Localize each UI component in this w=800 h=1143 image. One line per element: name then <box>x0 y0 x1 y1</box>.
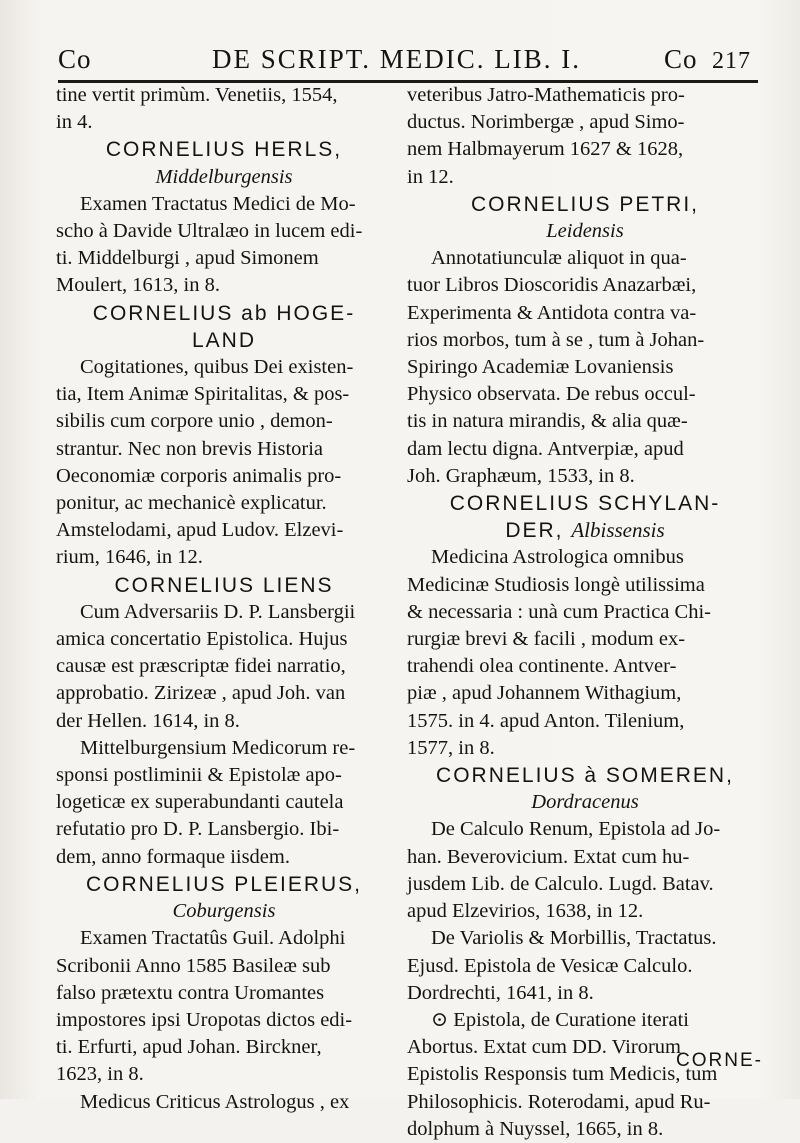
text-line: dem, anno formaque iisdem. <box>56 845 290 868</box>
text-line: ti. Erfurti, apud Johan. Birckner, <box>56 1036 322 1059</box>
text-line: tia, Item Animæ Spiritalitas, & pos- <box>56 383 350 406</box>
text-line: approbatio. Zirizeæ , apud Joh. van <box>56 682 346 705</box>
text-line: Cogitationes, quibus Dei existen- <box>80 356 354 379</box>
text-line: Moulert, 1613, in 8. <box>56 274 220 297</box>
text-line: Medicina Astrologica omnibus <box>431 546 684 569</box>
author-name: CORNELIUS SCHYLAN- <box>449 492 721 516</box>
text-line: refutatio pro D. P. Lansbergio. Ibi- <box>56 818 340 841</box>
entry-paragraph <box>407 1007 763 1143</box>
text-line: tis in natura mirandis, & alia quæ- <box>407 410 688 433</box>
text-line: Mittelburgensium Medicorum re- <box>80 736 356 759</box>
running-header <box>52 44 762 84</box>
entry-paragraph <box>407 544 763 762</box>
header-title: DE SCRIPT. MEDIC. LIB. I. <box>212 44 582 74</box>
text-line: sponsi postliminii & Epistolæ apo- <box>56 764 342 787</box>
text-line: Annotatiunculæ aliquot in qua- <box>431 247 687 270</box>
text-line: in 12. <box>407 165 454 188</box>
author-name: CORNELIUS HERLS, <box>105 138 343 162</box>
entry-paragraph <box>407 816 763 925</box>
text-line: causæ est præscriptæ fidei narratio, <box>56 655 346 678</box>
text-line: Medicinæ Studiosis longè utilissima <box>407 573 705 596</box>
text-line: Ejusd. Epistola de Vesicæ Calculo. <box>407 954 693 977</box>
text-line: Examen Tractatûs Guil. Adolphi <box>80 927 346 950</box>
author-name: CORNELIUS à SOMEREN, <box>436 764 734 788</box>
text-line: rurgiæ brevi & facili , modum ex- <box>407 628 686 651</box>
text-line: trahendi olea continente. Antver- <box>407 655 677 678</box>
text-line: Philosophicis. Roterodami, apud Ru- <box>407 1090 711 1113</box>
text-line: amica concertatio Epistolica. Hujus <box>56 628 348 651</box>
text-line: tine vertit primùm. Venetiis, 1554, <box>56 84 338 106</box>
header-left-catchword: Co <box>58 44 92 74</box>
text-line: Oeconomiæ corporis animalis pro- <box>56 464 342 487</box>
entry-paragraph <box>56 599 392 735</box>
text-line: Dordrechti, 1641, in 8. <box>407 981 594 1004</box>
text-line: rios morbos, tum à se , tum à Johan- <box>407 328 705 351</box>
entry-paragraph <box>407 82 763 191</box>
text-line: dolphum à Nuyssel, 1665, in 8. <box>407 1117 664 1140</box>
text-line: Examen Tractatus Medici de Mo- <box>80 192 356 215</box>
entry-paragraph <box>56 925 392 1088</box>
text-line: Medicus Criticus Astrologus , ex <box>80 1090 350 1113</box>
author-name: CORNELIUS LIENS <box>114 573 334 597</box>
text-line: Scribonii Anno 1585 Basileæ sub <box>56 954 331 977</box>
text-line: scho à Davide Ultralæo in lucem edi- <box>56 220 363 243</box>
entry-paragraph <box>56 354 392 572</box>
text-line: Physico observata. De rebus occul- <box>407 383 696 406</box>
header-right-catchword: Co <box>664 44 698 74</box>
text-line: De Variolis & Morbillis, Tractatus. <box>431 927 717 950</box>
author-name: CORNELIUS PETRI, <box>470 192 700 216</box>
entry-paragraph <box>407 245 763 490</box>
entry-paragraph <box>56 191 392 300</box>
text-line: Abortus. Extat cum DD. Virorum <box>407 1036 681 1059</box>
text-line: der Hellen. 1614, in 8. <box>56 709 240 732</box>
text-line: tuor Libros Dioscoridis Anazarbæi, <box>407 274 697 297</box>
text-line: jusdem Lib. de Calculo. Lugd. Batav. <box>407 872 714 895</box>
text-line: 1623, in 8. <box>56 1063 144 1086</box>
text-line: logeticæ ex superabundanti cautela <box>56 791 344 814</box>
text-line: falso prætextu contra Uromantes <box>56 981 325 1004</box>
text-line: apud Elzevirios, 1638, in 12. <box>407 900 644 923</box>
author-name <box>407 517 763 544</box>
entry-paragraph <box>407 925 763 1007</box>
entry-paragraph <box>56 82 392 136</box>
author-name-part: DER, <box>505 519 572 543</box>
text-line: Amstelodami, apud Ludov. Elzevi- <box>56 519 344 542</box>
text-line: sibilis cum corpore unio , demon- <box>56 410 333 433</box>
author-name: LAND <box>191 328 257 352</box>
text-line: 1575. in 4. apud Anton. Tilenium, <box>407 709 685 732</box>
text-line: ponitur, ac mechanicè explicatur. <box>56 492 327 515</box>
text-line: in 4. <box>56 111 93 134</box>
author-origin: Coburgensis <box>172 900 276 923</box>
catchword: CORNE- <box>676 1050 763 1071</box>
entry-paragraph <box>56 1089 392 1116</box>
text-line: ⊙ Epistola, de Curatione iterati <box>431 1008 689 1031</box>
text-line: impostores ipsi Uropotas dictos edi- <box>56 1008 353 1031</box>
author-origin: Albissensis <box>571 518 665 543</box>
text-line: veteribus Jatro-Mathematicis pro- <box>407 84 685 106</box>
author-origin: Middelburgensis <box>155 165 293 188</box>
text-line: Experimenta & Antidota contra va- <box>407 301 697 324</box>
text-line: rium, 1646, in 12. <box>56 546 203 569</box>
text-line: 1577, in 8. <box>407 736 495 759</box>
text-line: ti. Middelburgi , apud Simonem <box>56 247 319 270</box>
right-column <box>407 82 763 1143</box>
text-line: nem Halbmayerum 1627 & 1628, <box>407 138 684 161</box>
author-origin: Dordracenus <box>531 791 639 814</box>
text-line: Cum Adversariis D. P. Lansbergii <box>80 600 356 623</box>
text-line: & necessaria : unà cum Practica Chi- <box>407 600 711 623</box>
text-line: han. Beverovicium. Extat cum hu- <box>407 845 690 868</box>
text-line: Epistolis Responsis tum Medicis, tum <box>407 1063 718 1086</box>
page-number: 217 <box>712 48 751 74</box>
text-line: De Calculo Renum, Epistola ad Jo- <box>431 818 721 841</box>
entry-paragraph <box>56 735 392 871</box>
text-line: Spiringo Academiæ Lovaniensis <box>407 356 674 379</box>
text-line: strantur. Nec non brevis Historia <box>56 437 324 460</box>
text-line: Joh. Graphæum, 1533, in 8. <box>407 464 635 487</box>
author-name: CORNELIUS PLEIERUS, <box>85 872 363 896</box>
left-column <box>56 82 392 1116</box>
author-name: CORNELIUS ab HOGE- <box>92 301 356 325</box>
text-line: ductus. Norimbergæ , apud Simo- <box>407 111 685 134</box>
author-origin: Leidensis <box>546 220 624 243</box>
text-line: dam lectu digna. Antverpiæ, apud <box>407 437 684 460</box>
text-line: piæ , apud Johannem Withagium, <box>407 682 682 705</box>
